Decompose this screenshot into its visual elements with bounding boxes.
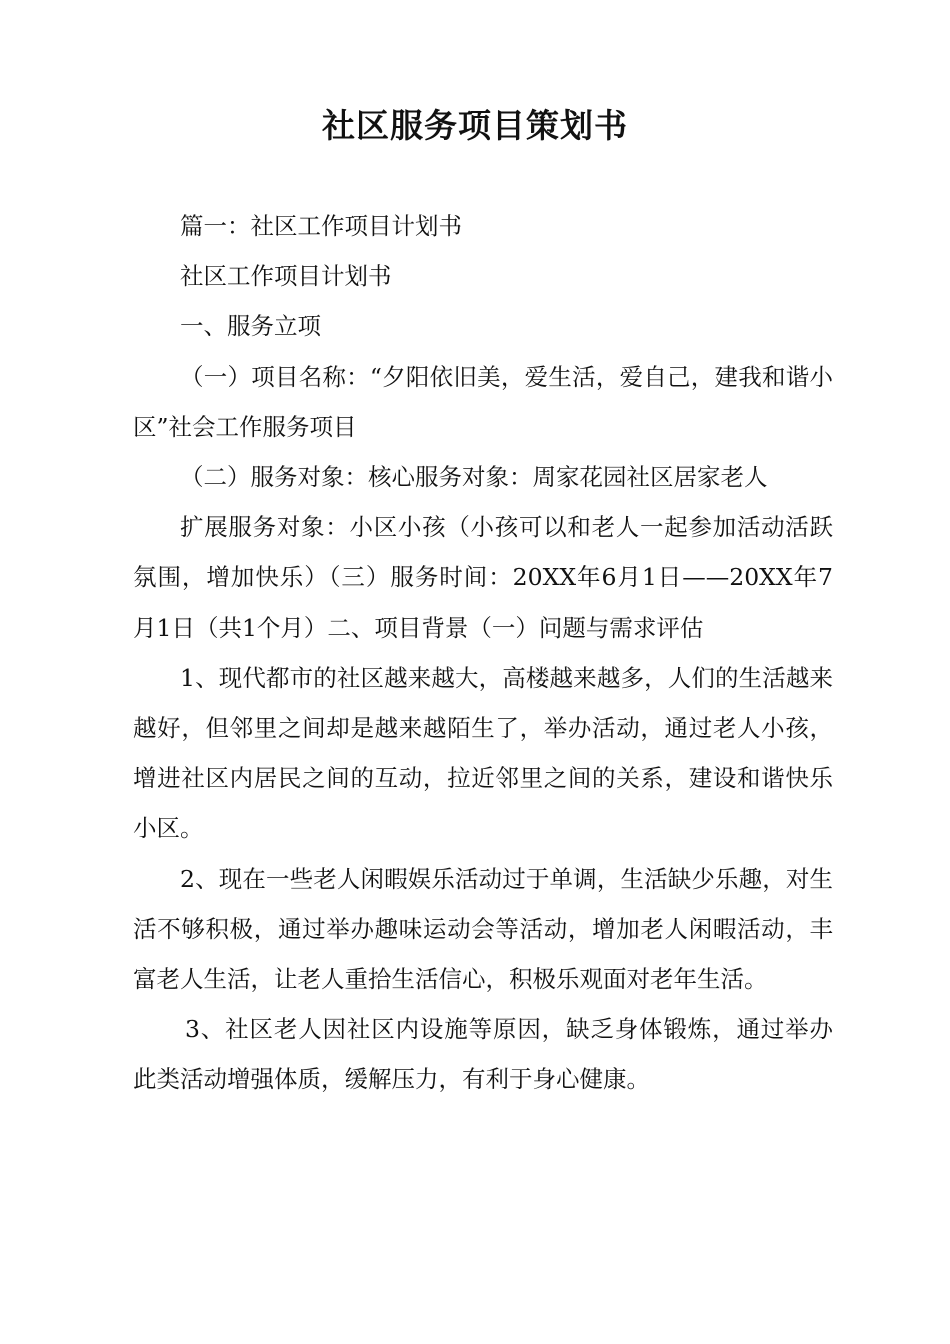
paragraph-need-3: 3、社区老人因社区内设施等原因，缺乏身体锻炼，通过举办此类活动增强体质，缓解压力，有利于身心健康。 xyxy=(133,1015,833,1094)
paragraph-service-setup: 一、服务立项 xyxy=(180,312,321,341)
paragraph-need-2: 2、现在一些老人闲暇娱乐活动过于单调，生活缺少乐趣，对生活不够积极，通过举办趣味运动会等活动，增加老人闲暇活动，丰富老人生活，让老人重拾生活信心，积极乐观面对老年生活。 xyxy=(133,864,833,994)
paragraph-project-name: （一）项目名称：“夕阳依旧美，爱生活，爱自己，建我和谐小区”社会工作服务项目 xyxy=(133,362,833,441)
paragraph-need-1: 1、现代都市的社区越来越大，高楼越来越多，人们的生活越来越好，但邻里之间却是越来越陌生了，举办活动，通过老人小孩，增进社区内居民之间的互动，拉近邻里之间的关系，建设和谐快乐小区。 xyxy=(133,663,833,843)
document-body xyxy=(133,201,833,1105)
paragraph-subtitle: 社区工作项目计划书 xyxy=(180,262,392,291)
paragraph-extended-target: 扩展服务对象：小区小孩（小孩可以和老人一起参加活动活跃氛围，增加快乐）（三）服务时间：20XX年6月1日——20XX年7月1日（共1个月）二、项目背景（一）问题与需求评估 xyxy=(133,513,833,642)
paragraph-service-target: （二）服务对象：核心服务对象：周家花园社区居家老人 xyxy=(180,463,768,492)
document-title: 社区服务项目策划书 xyxy=(322,106,628,145)
paragraph-section-heading: 篇一：社区工作项目计划书 xyxy=(180,212,462,240)
